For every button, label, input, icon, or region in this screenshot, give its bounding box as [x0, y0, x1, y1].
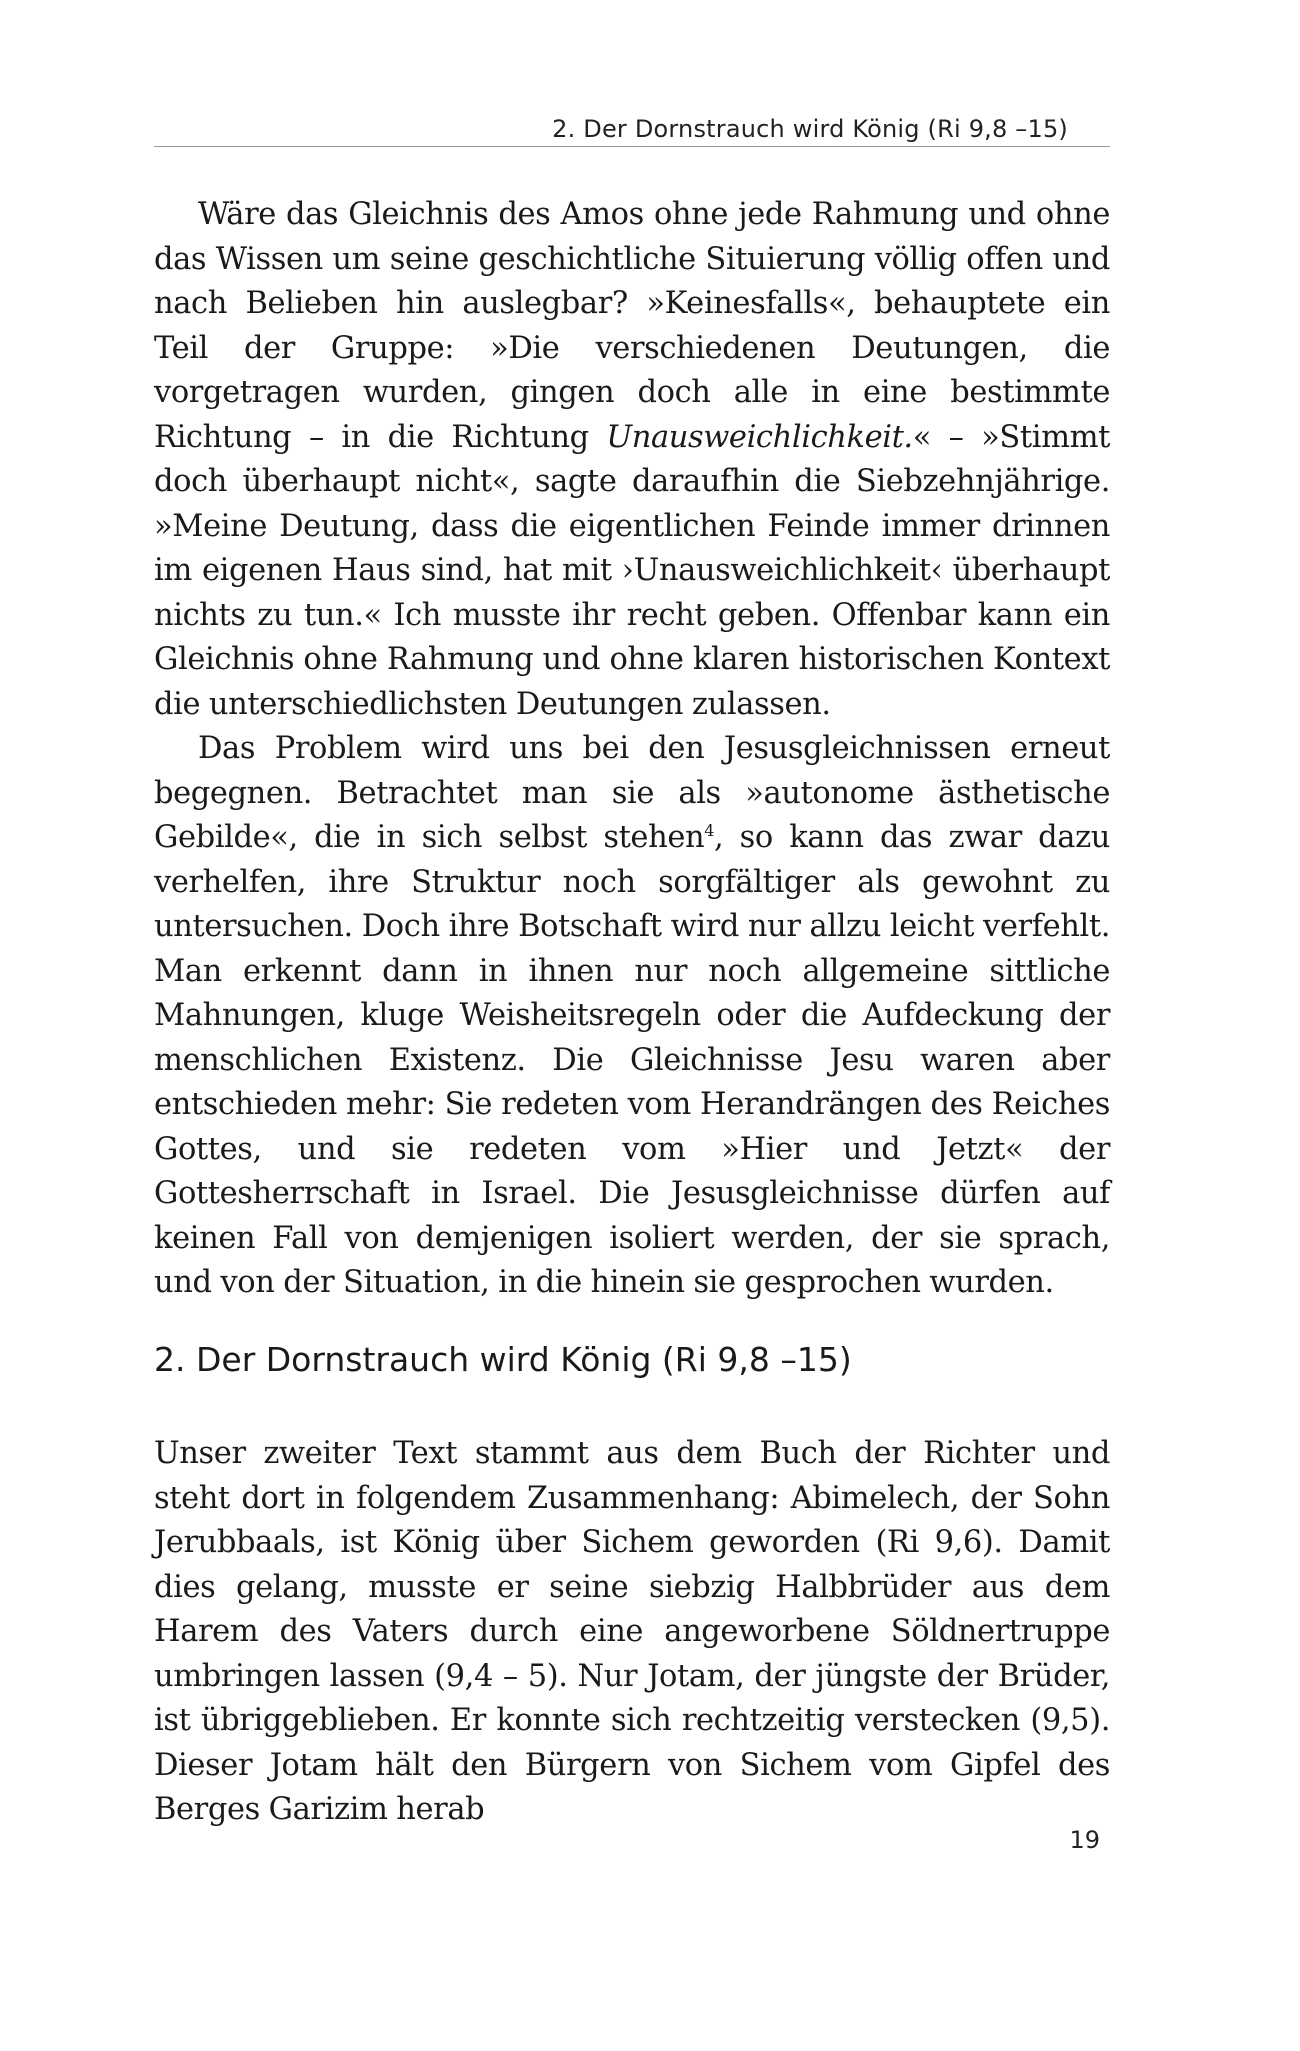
paragraph-text: Das Problem wird uns bei den Jesusgleichnissen erneut begegnen. Betrachtet man sie als »autonome ästhetische Gebilde«, die in sich selbst stehen — [154, 731, 1110, 855]
paragraph-judges-context: Unser zweiter Text stammt aus dem Buch der Richter und steht dort in folgendem Zusammenhang: Abimelech, der Sohn Jerubbaals, ist König über Sichem geworden (Ri 9,6). Damit dies gelang, musste er seine siebzig Halbbrüder aus dem Harem des Vaters durch eine angeworbene Söldnertruppe umbringen lassen (9,4 – 5). Nur Jotam, der jüngste der Brüder, ist übriggeblieben. Er konnte sich rechtzeitig verstecken (9,5). Dieser Jotam hält den Bürgern von Sichem vom Gipfel des Berges Garizim herab — [154, 1436, 1110, 1827]
running-header — [154, 112, 1110, 147]
paragraph-amos-interpretation — [154, 193, 1110, 727]
footnote-reference[interactable]: 4 — [704, 820, 714, 840]
body-text-block — [154, 193, 1110, 1306]
section-heading: 2. Der Dornstrauch wird König (Ri 9,8 –15) — [154, 1340, 852, 1379]
emphasized-term: Unausweichlichkeit. — [606, 419, 913, 455]
running-header-title: 2. Der Dornstrauch wird König (Ri 9,8 –15) — [552, 115, 1068, 143]
paragraph-text: , so kann das zwar dazu verhelfen, ihre Struktur noch sorgfältiger als gewohnt zu untersuchen. Doch ihre Botschaft wird nur allzu leicht verfehlt. Man erkennt dann in ihnen nur noch allgemeine sittliche Mahnungen, kluge Weisheitsregeln oder die Aufdeckung der menschlichen Existenz. Die Gleichnisse Jesu waren aber entschieden mehr: Sie redeten vom Herandrängen des Reiches Gottes, und sie redeten vom »Hier und Jetzt« der Gottesherrschaft in Israel. Die Jesusgleichnisse dürfen auf keinen Fall von demjenigen isoliert werden, der sie sprach, und von der Situation, in die hinein sie gesprochen wurden. — [154, 820, 1110, 1300]
page-number: 19 — [1069, 1826, 1100, 1854]
paragraph-text: Wäre das Gleichnis des Amos ohne jede Rahmung und ohne das Wissen um seine geschichtliche Situierung völlig offen und nach Belieben hin auslegbar? »Keinesfalls«, behauptete ein Teil der Gruppe: »Die verschiedenen Deutungen, die vorgetragen wurden, gingen doch alle in eine bestimmte Richtung – in die Richtung — [154, 197, 1110, 455]
paragraph-jesus-parables — [154, 727, 1110, 1306]
section-body — [154, 1432, 1110, 1833]
paragraph-text: « – »Stimmt doch überhaupt nicht«, sagte daraufhin die Siebzehnjährige. »Meine Deutung, dass die eigentlichen Feinde immer drinnen im eigenen Haus sind, hat mit ›Unausweichlichkeit‹ überhaupt nichts zu tun.« Ich musste ihr recht geben. Offenbar kann ein Gleichnis ohne Rahmung und ohne klaren historischen Kontext die unterschiedlichsten Deutungen zulassen. — [154, 419, 1110, 722]
